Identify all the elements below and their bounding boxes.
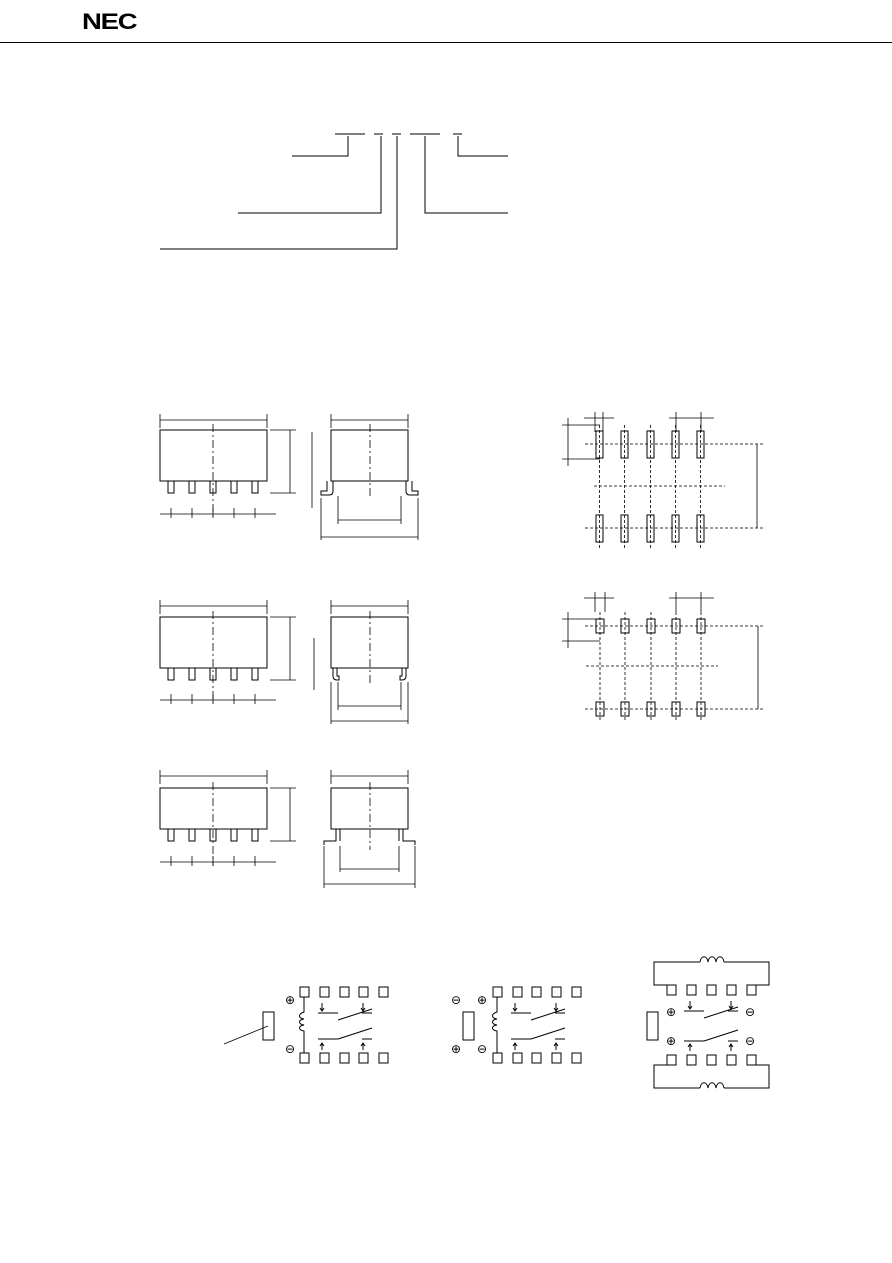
- package-drawing-type-1: [160, 414, 418, 540]
- minus-symbol: ⊖: [477, 1042, 488, 1056]
- plus-symbol: ⊕: [285, 993, 296, 1007]
- plus-symbol: ⊕: [477, 993, 488, 1007]
- schematic-single-coil: [224, 987, 388, 1063]
- nec-logo: NEC: [82, 9, 137, 34]
- schematic-single-coil-reversed: [451, 987, 581, 1063]
- plus-symbol: ⊕: [451, 1042, 462, 1056]
- minus-symbol: ⊖: [451, 993, 462, 1007]
- schematic-double-coil: [647, 957, 769, 1088]
- minus-symbol: ⊖: [745, 1005, 756, 1019]
- plus-symbol: ⊕: [666, 1034, 677, 1048]
- minus-symbol: ⊖: [285, 1042, 296, 1056]
- part-number-breakdown: [160, 134, 508, 249]
- plus-symbol: ⊕: [666, 1005, 677, 1019]
- package-drawing-type-3: [160, 770, 415, 888]
- pcb-pad-layout-type-2: [562, 592, 765, 722]
- minus-symbol: ⊖: [745, 1034, 756, 1048]
- package-drawing-type-2: [160, 600, 408, 724]
- pcb-pad-layout-type-1: [562, 412, 765, 548]
